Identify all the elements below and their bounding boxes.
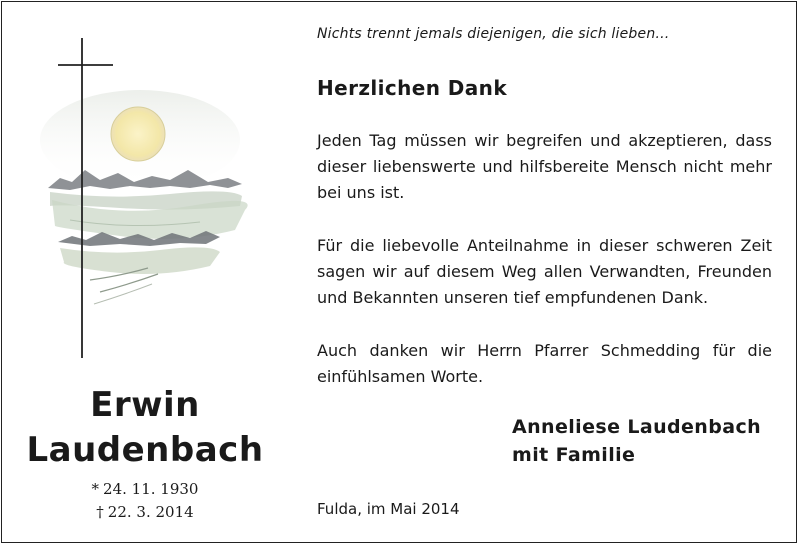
- paragraph-1: Jeden Tag müssen wir begreifen und akzeptieren, dass dieser liebenswerte und hilfsbereite Mensch nicht mehr bei uns ist.: [317, 131, 772, 202]
- paragraph-3: Auch danken wir Herrn Pfarrer Schmedding für die einfühlsamen Worte.: [317, 341, 772, 386]
- sun-landscape-illustration: [30, 30, 260, 365]
- sun: [111, 107, 165, 161]
- signature: [512, 413, 761, 469]
- birth-date: 24. 11. 1930: [103, 480, 199, 498]
- paragraph-2: Für die liebevolle Anteilnahme in dieser schweren Zeit sagen wir auf diesem Weg allen Verwandten, Freunden und Bekannten unseren tief empfundenen Dank.: [317, 236, 772, 307]
- place-and-date: Fulda, im Mai 2014: [317, 500, 460, 518]
- motto: Nichts trennt jemals diejenigen, die sich lieben…: [317, 26, 670, 42]
- thanks-heading: Herzlichen Dank: [317, 76, 508, 100]
- deceased-first-name: Erwin: [90, 385, 200, 425]
- signature-line-2: mit Familie: [512, 444, 636, 466]
- death-date-line: [0, 503, 290, 521]
- birth-symbol: *: [91, 480, 100, 498]
- deceased-last-name: Laudenbach: [26, 430, 264, 470]
- death-symbol: †: [96, 503, 104, 521]
- birth-date-line: [0, 480, 290, 498]
- death-date: 22. 3. 2014: [107, 503, 194, 521]
- signature-line-1: Anneliese Laudenbach: [512, 416, 762, 438]
